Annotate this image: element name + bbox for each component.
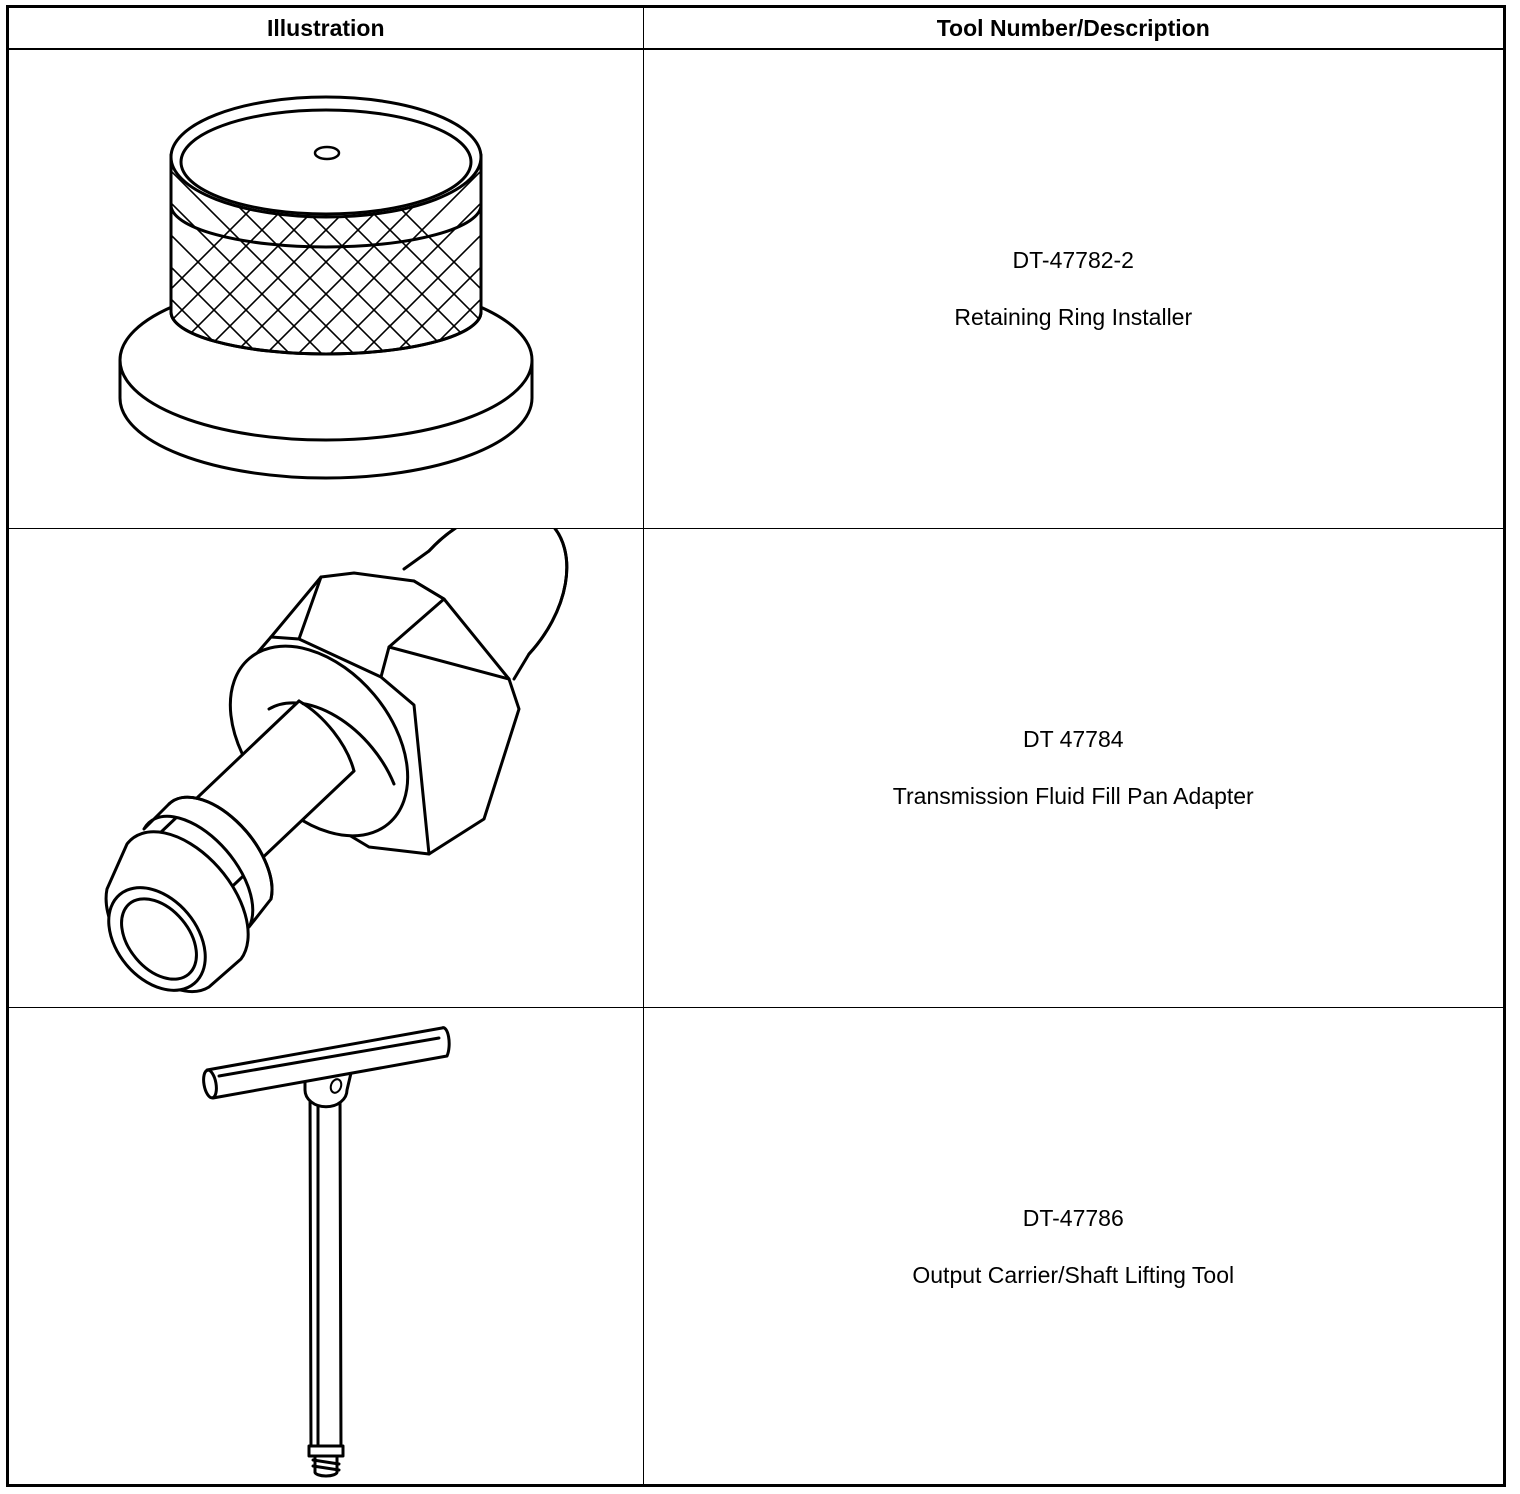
retaining-ring-installer-drawing [9, 50, 643, 528]
header-illustration: Illustration [9, 8, 643, 49]
tool-number: DT-47782-2 [1012, 247, 1134, 273]
tool-description-cell [643, 49, 1503, 529]
tool-description: Retaining Ring Installer [954, 304, 1193, 330]
table-row [9, 1008, 1503, 1487]
illustration-cell [9, 1008, 643, 1487]
tool-description-cell [643, 529, 1503, 1008]
tool-number: DT-47786 [1022, 1205, 1124, 1231]
header-tool-description: Tool Number/Description [643, 8, 1503, 49]
special-tools-table-frame [6, 5, 1506, 1487]
lifting-tool-drawing [9, 1008, 643, 1486]
tool-number: DT 47784 [1022, 726, 1124, 752]
illustration-cell [9, 529, 643, 1008]
special-tools-table [9, 8, 1503, 1486]
table-header-row [9, 8, 1503, 49]
tool-description: Transmission Fluid Fill Pan Adapter [892, 783, 1254, 809]
table-row [9, 49, 1503, 529]
fluid-fill-pan-adapter-drawing [9, 529, 643, 1007]
tool-description-cell [643, 1008, 1503, 1487]
illustration-cell [9, 49, 643, 529]
tool-description: Output Carrier/Shaft Lifting Tool [912, 1262, 1235, 1288]
table-row [9, 529, 1503, 1008]
